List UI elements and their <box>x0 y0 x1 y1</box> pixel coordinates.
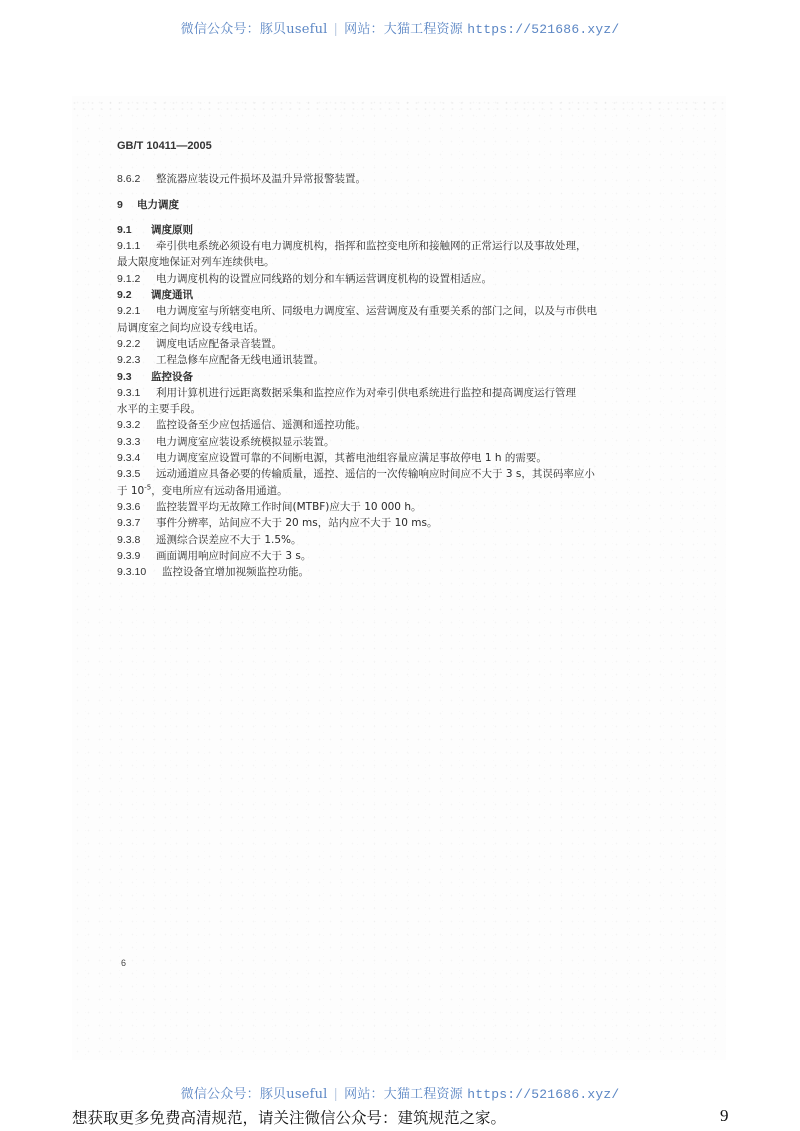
clause-text: 电力调度室应设置可靠的不间断电源，其蓄电池组容量应满足事故停电 1 h 的需要。 <box>156 452 547 465</box>
clause-number: 9.3.2 <box>117 419 141 432</box>
clause-number: 9.2.3 <box>117 354 141 367</box>
clause-text: 牵引供电系统必须设有电力调度机构，指挥和监控变电所和接触网的正常运行以及事故处理， <box>156 240 587 253</box>
subsection-title: 监控设备 <box>151 370 193 383</box>
watermark-separator: | <box>333 22 339 37</box>
clause-number: 9.1.2 <box>117 272 141 285</box>
clause-number: 9.3.6 <box>117 500 141 513</box>
watermark-bottom <box>0 1083 800 1102</box>
clause-text: 电力调度室与所辖变电所、同级电力调度室、运营调度及有重要关系的部门之间，以及与市供电 <box>156 305 597 318</box>
document-page-number: 6 <box>121 958 127 968</box>
clause-9-3-1 <box>117 385 677 401</box>
clause-9-1-1-continuation: 最大限度地保证对列车连续供电。 <box>117 256 275 269</box>
clause-9-3-9 <box>117 548 677 564</box>
clause-text: 工程急修车应配备无线电通讯装置。 <box>156 354 324 367</box>
clause-text: 监控设备宜增加视频监控功能。 <box>162 566 309 579</box>
clause-number: 9.3.1 <box>117 386 141 399</box>
subsection-number: 9.3 <box>117 370 132 383</box>
clause-9-3-6 <box>117 499 677 515</box>
clause-9-2-1-continuation: 局调度室之间均应设专线电话。 <box>117 321 264 334</box>
clause-number: 8.6.2 <box>117 173 141 186</box>
subsection-title: 调度通讯 <box>151 289 193 302</box>
clause-9-3-10 <box>117 564 677 580</box>
clause-text: 遥测综合误差应不大于 1.5%。 <box>156 533 302 546</box>
section-number: 9 <box>117 198 123 211</box>
clause-9-2-1 <box>117 303 677 319</box>
watermark-wechat-label: 微信公众号：豚贝useful <box>180 22 328 37</box>
subsection-heading-9-3 <box>117 369 677 385</box>
clause-number: 9.3.3 <box>117 435 141 448</box>
clause-number: 9.3.5 <box>117 468 141 481</box>
clause-text: 画面调用响应时间应不大于 3 s。 <box>156 549 312 562</box>
watermark-site-label: 网站：大猫工程资源 <box>344 22 463 37</box>
clause-9-2-2 <box>117 336 677 352</box>
clause-text: 电力调度机构的设置应同线路的划分和车辆运营调度机构的设置相适应。 <box>156 272 492 285</box>
clause-9-3-5 <box>117 466 677 482</box>
watermark-top <box>0 18 800 37</box>
clause-9-3-7 <box>117 515 677 531</box>
scan-noise <box>70 100 725 112</box>
clause-number: 9.2.1 <box>117 305 141 318</box>
clause-text: 电力调度室应装设系统模拟显示装置。 <box>156 435 335 448</box>
standard-code: GB/T 10411—2005 <box>117 140 212 152</box>
clause-number: 9.2.2 <box>117 337 141 350</box>
clause-text: 调度电话应配备录音装置。 <box>156 337 282 350</box>
clause-text: 远动通道应具备必要的传输质量，遥控、遥信的一次传输响应时间应不大于 3 s，其误码率应小 <box>156 468 595 481</box>
clause-9-3-8 <box>117 532 677 548</box>
clause-number: 9.3.4 <box>117 452 141 465</box>
continuation-pre: 于 10 <box>117 484 145 497</box>
clause-9-1-2 <box>117 271 677 287</box>
subsection-heading-9-1 <box>117 222 677 238</box>
clause-text: 监控装置平均无故障工作时间(MTBF)应大于 10 000 h。 <box>156 500 422 513</box>
watermark-wechat-label: 微信公众号：豚贝useful <box>180 1087 328 1102</box>
subsection-number: 9.2 <box>117 289 132 302</box>
watermark-separator: | <box>333 1087 339 1102</box>
clause-9-3-2 <box>117 417 677 433</box>
watermark-url: https://521686.xyz/ <box>467 22 620 37</box>
subsection-title: 调度原则 <box>151 223 193 236</box>
clause-number: 9.3.10 <box>117 566 147 579</box>
clause-text: 整流器应装设元件损坏及温升异常报警装置。 <box>156 173 366 186</box>
continuation-post: ，变电所应有远动备用通道。 <box>151 484 288 497</box>
subsection-number: 9.1 <box>117 223 132 236</box>
subsection-heading-9-2 <box>117 287 677 303</box>
clause-text: 事件分辨率，站间应不大于 20 ms，站内应不大于 10 ms。 <box>156 517 438 530</box>
clause-number: 9.3.7 <box>117 517 141 530</box>
footer-promo-text: 想获取更多免费高清规范，请关注微信公众号：建筑规范之家。 <box>72 1109 507 1127</box>
clause-9-3-5-continuation <box>117 483 677 499</box>
section-title: 电力调度 <box>137 198 179 211</box>
clause-number: 9.3.9 <box>117 549 141 562</box>
clause-9-2-3 <box>117 352 677 368</box>
clause-text: 监控设备至少应包括遥信、遥测和遥控功能。 <box>156 419 366 432</box>
section-heading-9 <box>117 197 677 213</box>
clause-text: 利用计算机进行远距离数据采集和监控应作为对牵引供电系统进行监控和提高调度运行管理 <box>156 386 576 399</box>
watermark-site-label: 网站：大猫工程资源 <box>344 1087 463 1102</box>
clause-9-1-1 <box>117 238 677 254</box>
clause-9-3-3 <box>117 434 677 450</box>
clause-number: 9.1.1 <box>117 240 141 253</box>
clause-9-3-4 <box>117 450 677 466</box>
clause-8-6-2 <box>117 171 677 187</box>
document-body <box>117 138 677 580</box>
clause-number: 9.3.8 <box>117 533 141 546</box>
watermark-url: https://521686.xyz/ <box>467 1087 620 1102</box>
footer-page-number: 9 <box>720 1106 729 1125</box>
exponent: -5 <box>144 483 152 492</box>
clause-9-3-1-continuation: 水平的主要手段。 <box>117 403 201 416</box>
